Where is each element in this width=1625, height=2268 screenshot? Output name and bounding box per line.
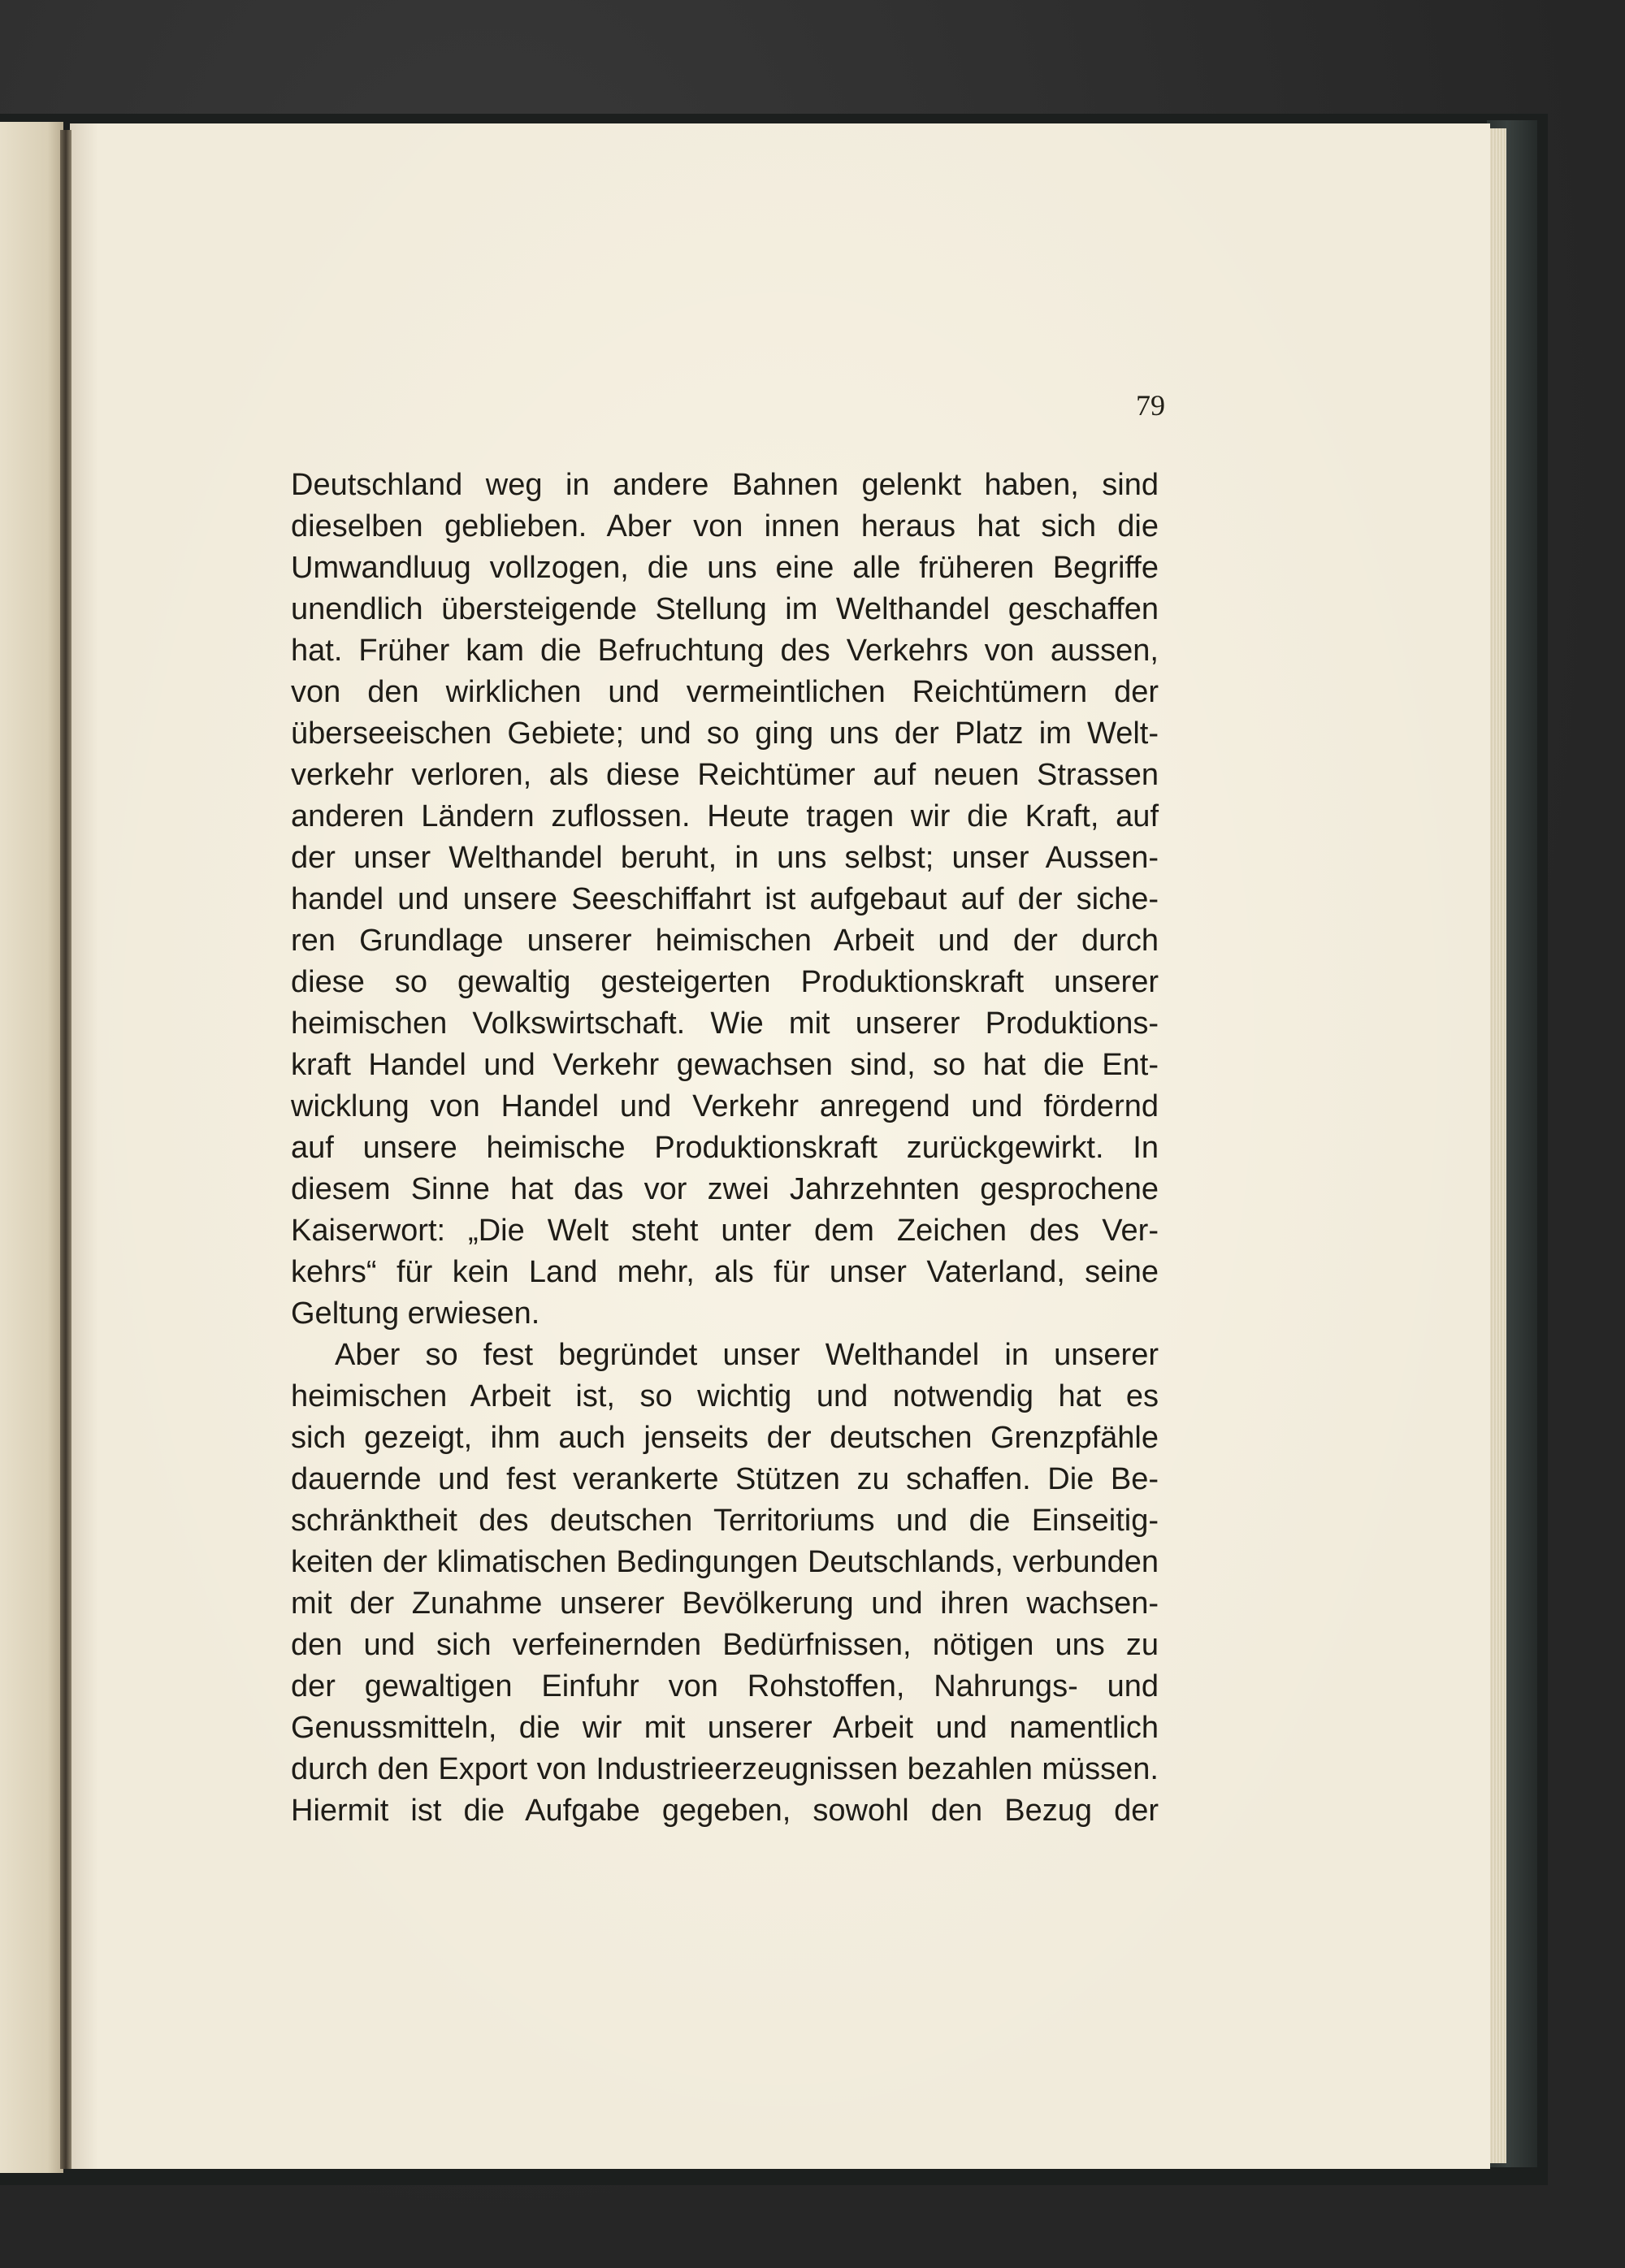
text-line: den und sich verfeinernden Bedürfnissen, nötigen uns zu <box>291 1628 1159 1662</box>
text-line: schränktheit des deutschen Territoriums und die Einseitig- <box>291 1504 1159 1538</box>
text-line: mit der Zunahme unserer Bevölkerung und ihren wachsen- <box>291 1586 1159 1621</box>
text-line: kraft Handel und Verkehr gewachsen sind, so hat die Ent- <box>291 1048 1159 1082</box>
text-line: sich gezeigt, ihm auch jenseits der deutschen Grenzpfähle <box>291 1421 1159 1455</box>
text-line: Geltung erwiesen. <box>291 1296 540 1331</box>
text-line: Genussmitteln, die wir mit unserer Arbeit und namentlich <box>291 1711 1159 1745</box>
text-line: anderen Ländern zuflossen. Heute tragen wir die Kraft, auf <box>291 799 1159 833</box>
text-line: diesem Sinne hat das vor zwei Jahrzehnten gesprochene <box>291 1172 1159 1206</box>
text-line: der gewaltigen Einfuhr von Rohstoffen, Nahrungs- und <box>291 1669 1159 1703</box>
text-line: der unser Welthandel beruht, in uns selbst; unser Aussen- <box>291 841 1159 875</box>
text-line: Deutschland weg in andere Bahnen gelenkt haben, sind <box>291 468 1159 502</box>
text-line: keiten der klimatischen Bedingungen Deutschlands, verbunden <box>291 1545 1159 1579</box>
text-line: überseeischen Gebiete; und so ging uns der Platz im Welt- <box>291 716 1159 751</box>
text-line: dieselben geblieben. Aber von innen heraus hat sich die <box>291 509 1159 543</box>
text-line: verkehr verloren, als diese Reichtümer auf neuen Strassen <box>291 758 1159 792</box>
text-line: kehrs“ für kein Land mehr, als für unser Vaterland, seine <box>291 1255 1159 1289</box>
page-number: 79 <box>1136 389 1165 422</box>
text-line: Umwandluug vollzogen, die uns eine alle früheren Begriffe <box>291 551 1159 585</box>
text-line: heimischen Volkswirtschaft. Wie mit unserer Produktions- <box>291 1006 1159 1041</box>
previous-page-edge <box>0 122 63 2173</box>
text-line: wicklung von Handel und Verkehr anregend und fördernd <box>291 1089 1159 1123</box>
text-line: heimischen Arbeit ist, so wichtig und notwendig hat es <box>291 1379 1159 1413</box>
text-line: ren Grundlage unserer heimischen Arbeit und der durch <box>291 924 1159 958</box>
text-line: durch den Export von Industrieerzeugnissen bezahlen müssen. <box>291 1752 1159 1786</box>
page-stack-edges <box>1490 128 1506 2163</box>
text-line: auf unsere heimische Produktionskraft zurückgewirkt. In <box>291 1131 1159 1165</box>
paragraph-1 <box>291 465 1159 1335</box>
text-line: dauernde und fest verankerte Stützen zu schaffen. Die Be- <box>291 1462 1159 1496</box>
text-line: Hiermit ist die Aufgabe gegeben, sowohl den Bezug der <box>291 1794 1159 1828</box>
text-line: handel und unsere Seeschiffahrt ist aufgebaut auf der siche- <box>291 882 1159 916</box>
text-line: Kaiserwort: „Die Welt steht unter dem Zeichen des Ver- <box>291 1214 1159 1248</box>
text-line: hat. Früher kam die Befruchtung des Verkehrs von aussen, <box>291 634 1159 668</box>
body-text <box>291 465 1159 1832</box>
book-gutter <box>60 130 72 2169</box>
paragraph-2 <box>291 1335 1159 1832</box>
text-line: unendlich übersteigende Stellung im Welthandel geschaffen <box>291 592 1159 626</box>
text-line: diese so gewaltig gesteigerten Produktionskraft unserer <box>291 965 1159 999</box>
text-line: von den wirklichen und vermeintlichen Reichtümern der <box>291 675 1159 709</box>
text-line: Aber so fest begründet unser Welthandel in unserer <box>335 1338 1159 1372</box>
